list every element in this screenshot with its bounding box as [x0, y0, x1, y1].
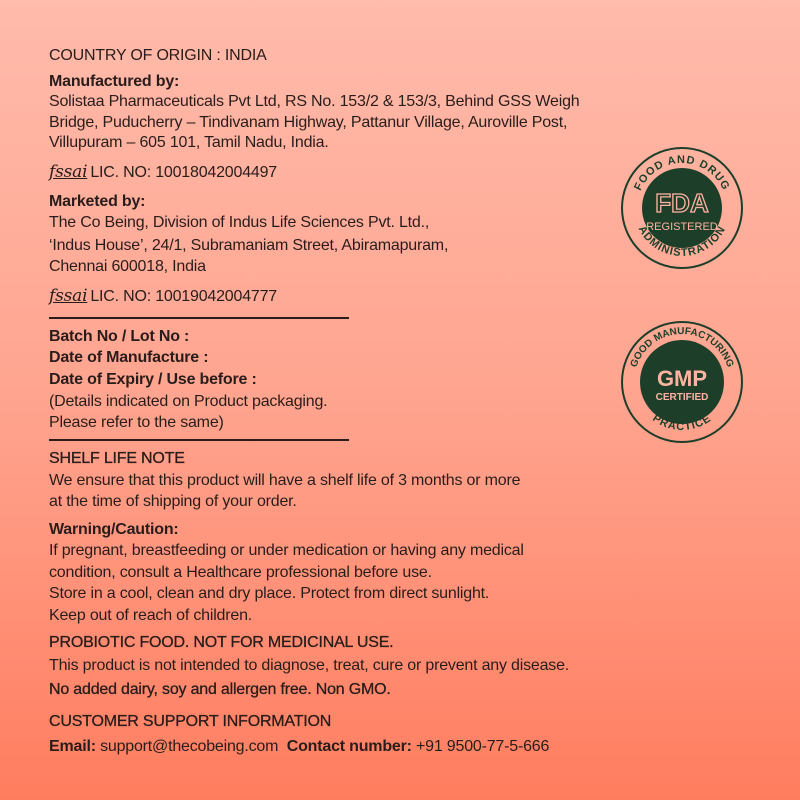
- divider: [49, 317, 349, 319]
- fssai-logo: fssai: [49, 286, 88, 306]
- marketer-address: ‘Indus House’, 24/1, Subramaniam Street, Abiramapuram,: [49, 237, 449, 254]
- gmp-sub-text: CERTIFIED: [655, 392, 709, 403]
- shelf-life-text: at the time of shipping of your order.: [49, 493, 297, 510]
- fda-logo-text: FDA: [655, 188, 709, 218]
- manufacturer-address: Bridge, Puducherry – Tindivanam Highway, Pattanur Village, Auroville Post,: [49, 114, 568, 131]
- probiotic-disclaimer: This product is not intended to diagnose, treat, cure or prevent any disease.: [49, 657, 570, 674]
- divider: [49, 439, 349, 441]
- warning-text: If pregnant, breastfeeding or under medication or having any medical: [49, 542, 524, 559]
- gmp-top-text: GOOD MANUFACTURING: [628, 325, 736, 369]
- contact-number[interactable]: +91 9500-77-5-666: [416, 738, 550, 755]
- gmp-certified-badge: [620, 320, 744, 444]
- email-label: Email:: [49, 738, 96, 755]
- contact-label: Contact number:: [286, 738, 412, 755]
- marketer-address: The Co Being, Division of Indus Life Sciences Pvt. Ltd.,: [49, 214, 430, 231]
- marketed-heading: Marketed by:: [49, 193, 146, 210]
- allergen-note: No added dairy, soy and allergen free. Non GMO.: [49, 681, 391, 698]
- shelf-life-heading: SHELF LIFE NOTE: [49, 450, 185, 467]
- manufacturer-address: Solistaa Pharmaceuticals Pvt Ltd, RS No. 153/2 & 153/3, Behind GSS Weigh: [49, 93, 580, 110]
- warning-text: condition, consult a Healthcare professional before use.: [49, 564, 432, 581]
- fda-sub-text: REGISTERED: [646, 221, 718, 233]
- fda-bottom-text: ADMINISTRATION: [635, 223, 729, 260]
- batch-note: Please refer to the same): [49, 414, 224, 431]
- gmp-logo-text: GMP: [656, 366, 708, 391]
- date-of-expiry: Date of Expiry / Use before :: [49, 371, 257, 388]
- warning-heading: Warning/Caution:: [49, 521, 179, 538]
- support-heading: CUSTOMER SUPPORT INFORMATION: [49, 713, 332, 730]
- support-contacts: [49, 737, 549, 757]
- probiotic-heading: PROBIOTIC FOOD. NOT FOR MEDICINAL USE.: [49, 634, 394, 651]
- email-link[interactable]: support@thecobeing.com: [100, 738, 279, 755]
- warning-text: Keep out of reach of children.: [49, 607, 253, 624]
- batch-note: (Details indicated on Product packaging.: [49, 393, 328, 410]
- shelf-life-text: We ensure that this product will have a shelf life of 3 months or more: [49, 472, 521, 489]
- country-of-origin: COUNTRY OF ORIGIN : INDIA: [49, 47, 267, 64]
- manufactured-heading: Manufactured by:: [49, 73, 180, 90]
- fssai-logo: fssai: [49, 162, 88, 182]
- marketer-address: Chennai 600018, India: [49, 258, 206, 275]
- fda-registered-badge: [620, 146, 744, 270]
- date-of-manufacture: Date of Manufacture :: [49, 349, 209, 366]
- fssai-license-2: [49, 286, 277, 307]
- fda-top-text: FOOD AND DRUG: [632, 153, 732, 193]
- manufacturer-address: Villupuram – 605 101, Tamil Nadu, India.: [49, 134, 329, 151]
- batch-no: Batch No / Lot No :: [49, 328, 190, 345]
- warning-text: Store in a cool, clean and dry place. Protect from direct sunlight.: [49, 585, 490, 602]
- license-number: LIC. NO: 10019042004777: [90, 288, 277, 305]
- license-number: LIC. NO: 10018042004497: [90, 164, 277, 181]
- fssai-license-1: [49, 162, 277, 183]
- gmp-bottom-text: PRACTICE: [650, 412, 714, 434]
